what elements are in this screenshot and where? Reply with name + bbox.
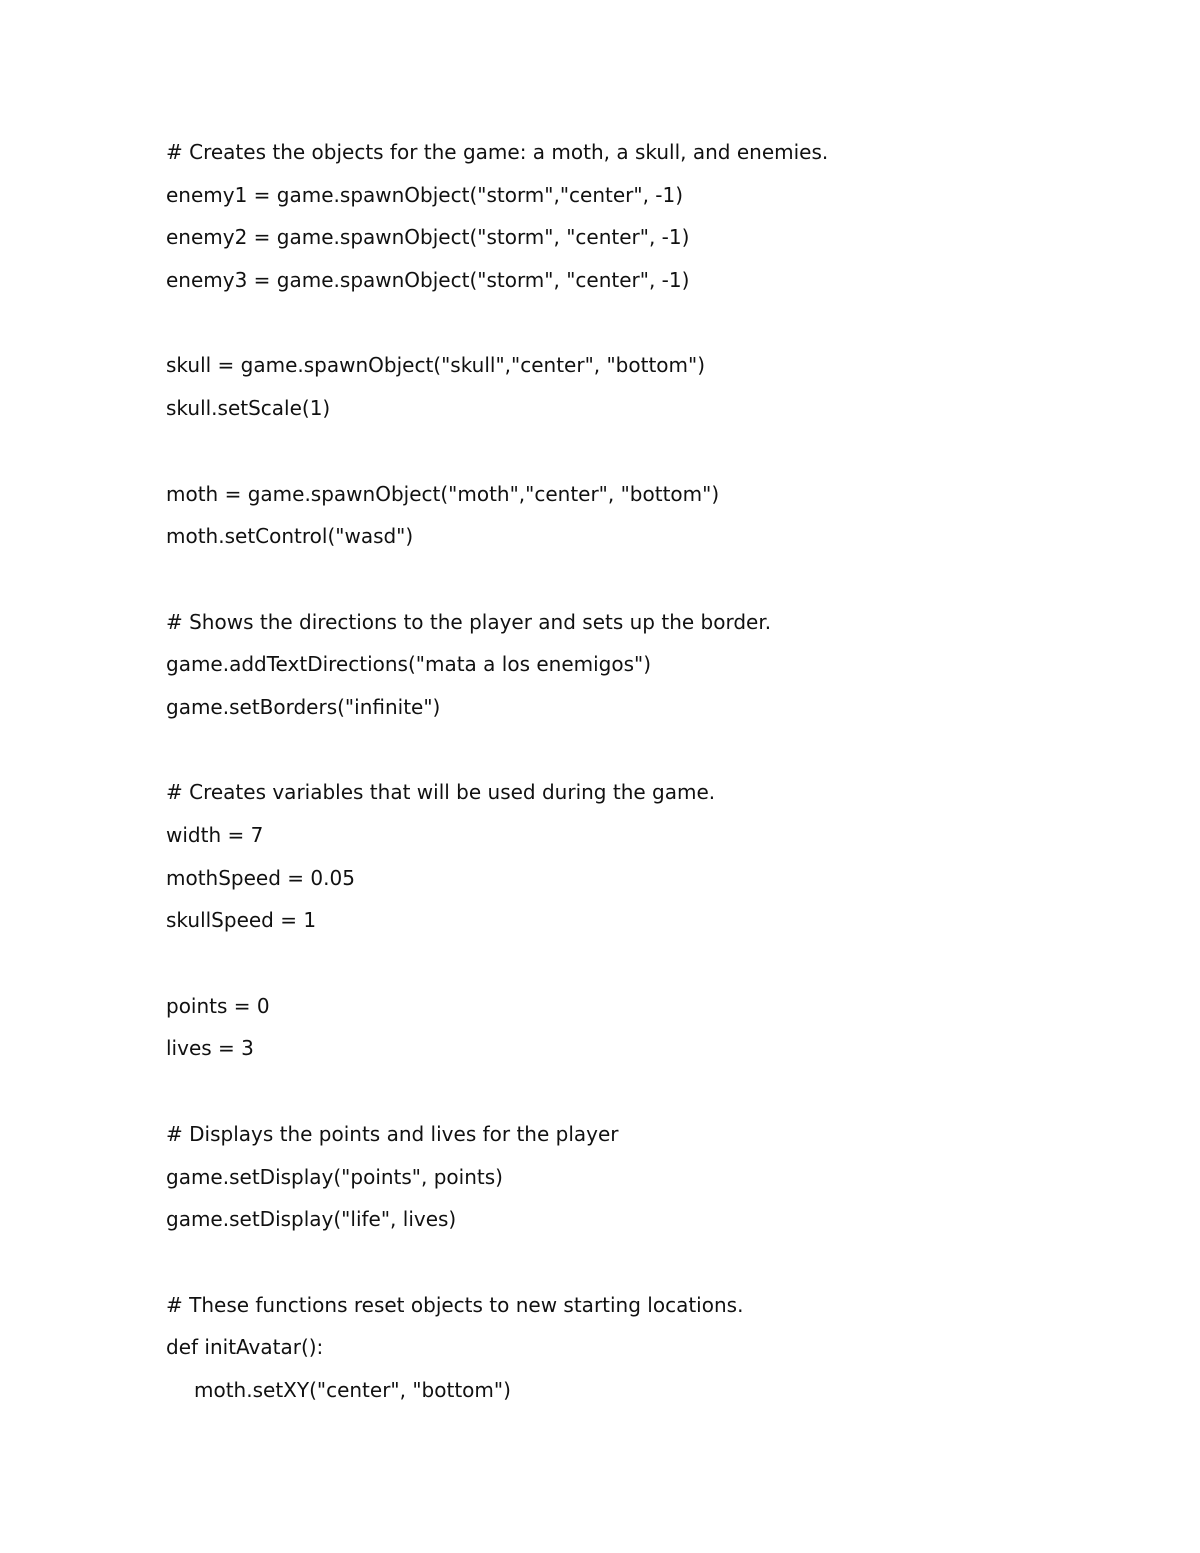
code-line: game.setBorders("infinite") xyxy=(166,694,441,719)
code-listing xyxy=(166,131,1126,1412)
code-line: game.setDisplay("life", lives) xyxy=(166,1207,457,1232)
indented-code-line: moth.setXY("center", "bottom") xyxy=(194,1377,511,1402)
code-line: enemy1 = game.spawnObject("storm","center", -1) xyxy=(166,182,684,207)
code-line: game.addTextDirections("mata a los enemigos") xyxy=(166,652,652,677)
code-line: def initAvatar(): xyxy=(166,1335,324,1360)
blank-line xyxy=(166,430,1126,473)
blank-line xyxy=(166,729,1126,772)
code-line: enemy2 = game.spawnObject("storm", "center", -1) xyxy=(166,225,690,250)
comment-line: # Shows the directions to the player and sets up the border. xyxy=(166,609,772,634)
comment-line: # Creates variables that will be used during the game. xyxy=(166,780,716,805)
code-line: skull.setScale(1) xyxy=(166,396,331,421)
blank-line xyxy=(166,302,1126,345)
comment-line: # Creates the objects for the game: a moth, a skull, and enemies. xyxy=(166,140,829,164)
code-line: skullSpeed = 1 xyxy=(166,908,317,933)
code-line: game.setDisplay("points", points) xyxy=(166,1164,503,1189)
code-line: lives = 3 xyxy=(166,1036,254,1061)
blank-line xyxy=(166,1241,1126,1284)
blank-line xyxy=(166,1070,1126,1113)
blank-line xyxy=(166,558,1126,601)
comment-line: # These functions reset objects to new starting locations. xyxy=(166,1292,744,1317)
code-line: enemy3 = game.spawnObject("storm", "center", -1) xyxy=(166,268,690,293)
code-line: width = 7 xyxy=(166,823,264,847)
code-line: skull = game.spawnObject("skull","center", "bottom") xyxy=(166,353,706,378)
code-line: mothSpeed = 0.05 xyxy=(166,865,355,890)
comment-line: # Displays the points and lives for the player xyxy=(166,1121,619,1146)
blank-line xyxy=(166,942,1126,985)
code-line: moth = game.spawnObject("moth","center", "bottom") xyxy=(166,481,720,506)
code-line: points = 0 xyxy=(166,993,270,1018)
code-line: moth.setControl("wasd") xyxy=(166,524,414,549)
